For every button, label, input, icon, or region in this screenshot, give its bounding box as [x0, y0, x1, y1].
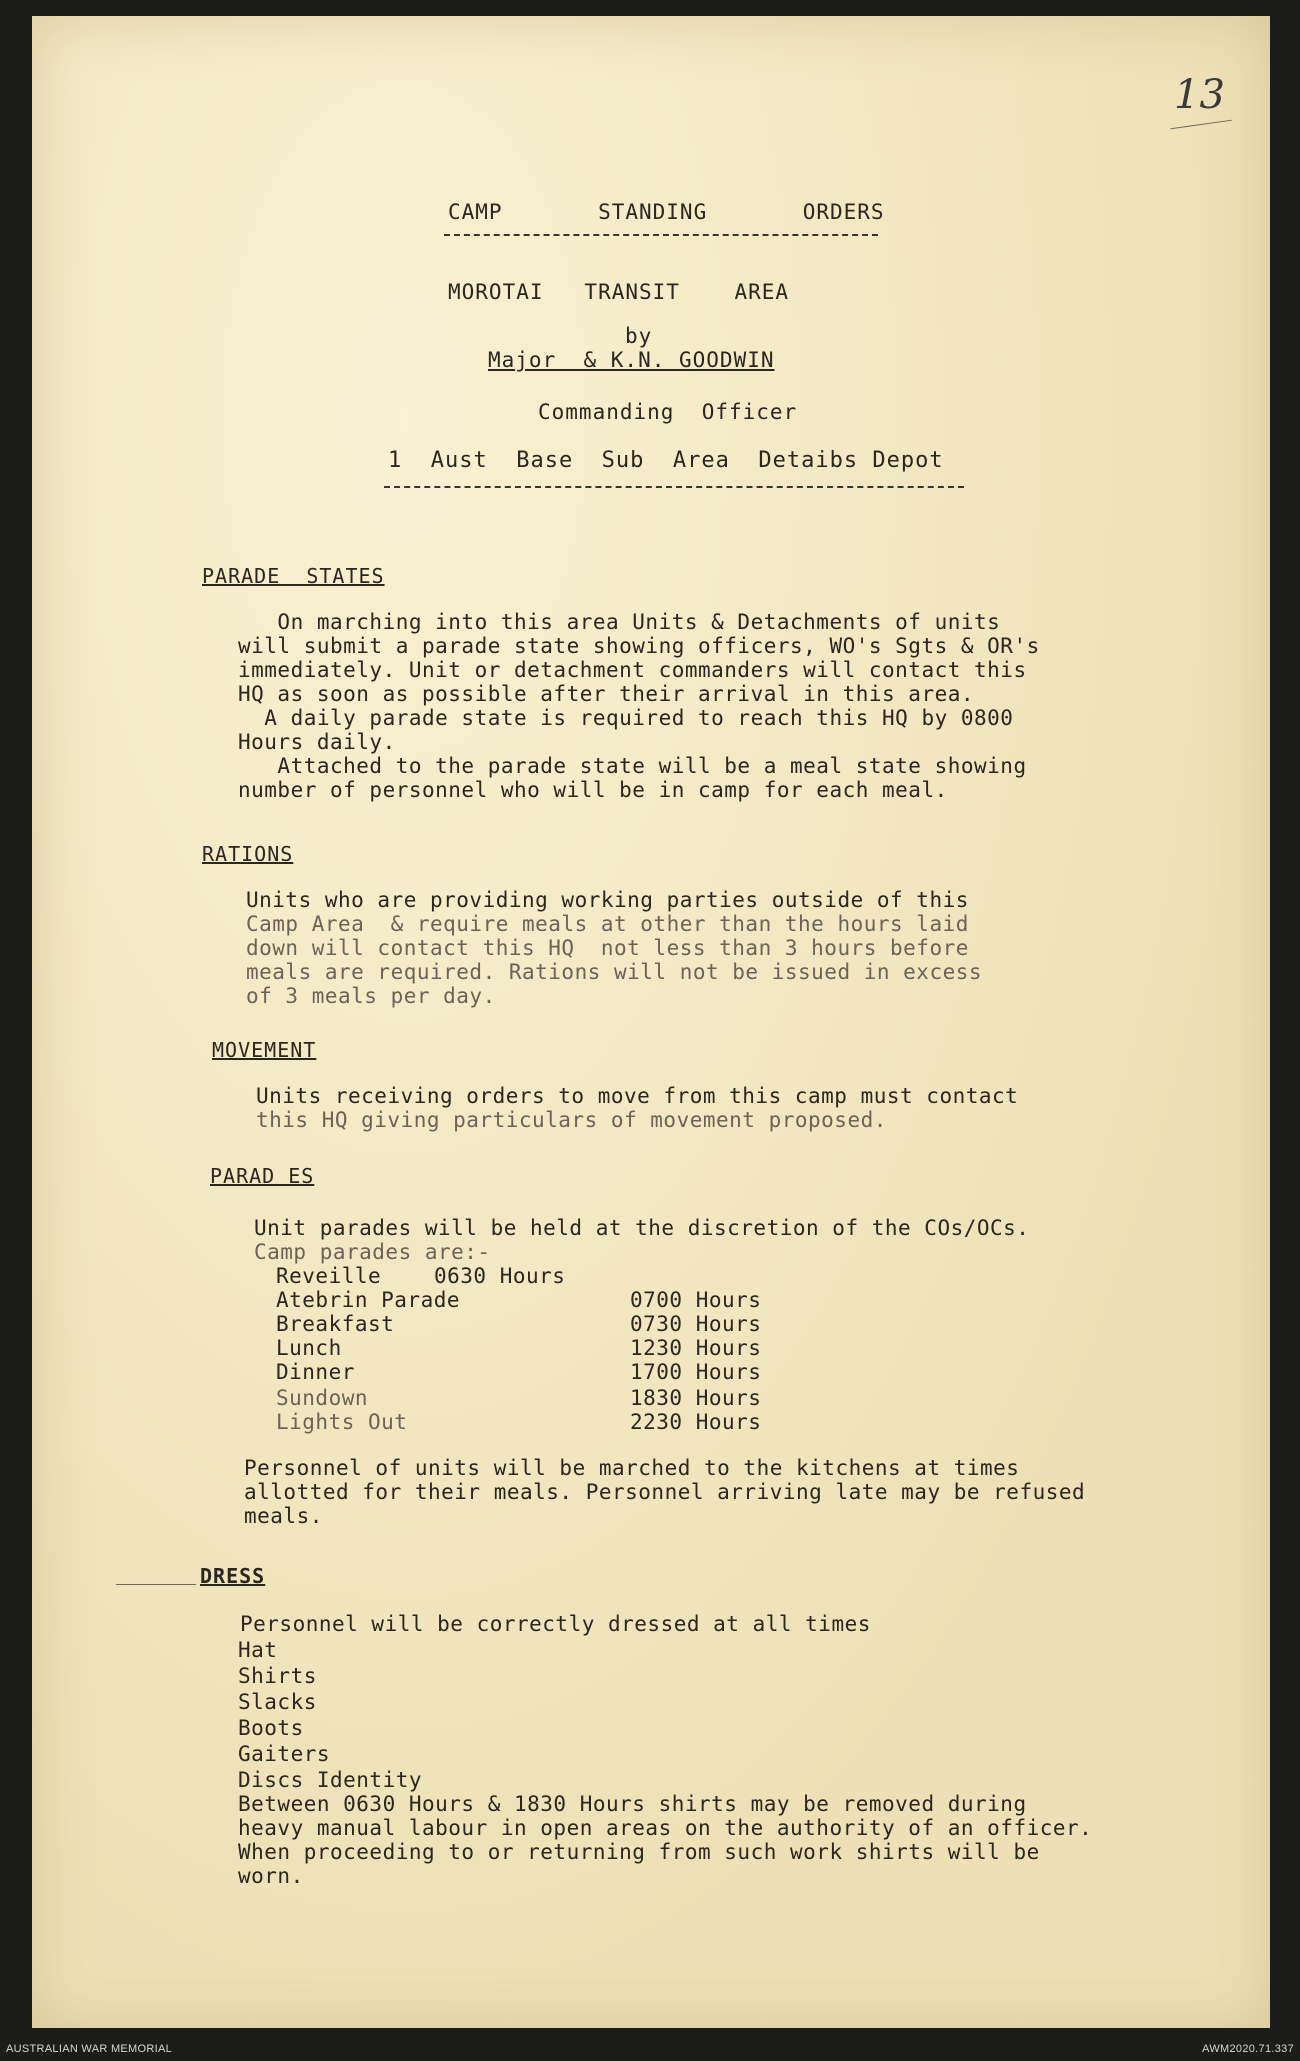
archive-reference: AWM2020.71.337	[1202, 2043, 1294, 2055]
paragraph-line: Units who are providing working parties outside of this	[246, 888, 969, 912]
unit-underline	[384, 486, 964, 488]
schedule-time: 1700 Hours	[630, 1360, 762, 1384]
author-name: Major & K.N. GOODWIN	[488, 348, 775, 372]
unit-name: 1 Aust Base Sub Area Detaibs Depot	[388, 448, 944, 473]
paragraph-line: On marching into this area Units & Detachments of units	[238, 610, 1001, 634]
paragraph-line: Personnel will be correctly dressed at all times	[240, 1612, 871, 1636]
schedule-name: Reveille	[276, 1264, 382, 1288]
dress-item: Discs Identity	[238, 1768, 423, 1792]
area-title: MOROTAI TRANSIT AREA	[448, 280, 790, 304]
schedule-time: 0630 Hours	[434, 1264, 566, 1288]
paragraph-line: heavy manual labour in open areas on the authority of an officer.	[238, 1816, 1093, 1840]
document-page	[32, 16, 1270, 2028]
paragraph-line: allotted for their meals. Personnel arriving late may be refused	[244, 1480, 1086, 1504]
dress-item: Boots	[238, 1716, 304, 1740]
paragraph-line: When proceeding to or returning from such work shirts will be	[238, 1840, 1040, 1864]
paragraph-line: Camp Area & require meals at other than the hours laid	[246, 912, 969, 936]
dress-item: Slacks	[238, 1690, 317, 1714]
dress-item: Hat	[238, 1638, 278, 1662]
schedule-time: 1230 Hours	[630, 1336, 762, 1360]
section-heading-dress: DRESS	[200, 1564, 266, 1588]
paragraph-line: HQ as soon as possible after their arrival in this area.	[238, 682, 975, 706]
section-heading-parade-states: PARADE STATES	[202, 564, 385, 588]
section-heading-parades: PARAD ES	[210, 1164, 315, 1188]
document-title: CAMP STANDING ORDERS	[448, 200, 885, 224]
dress-item: Gaiters	[238, 1742, 331, 1766]
section-heading-movement: MOVEMENT	[212, 1038, 317, 1062]
title-underline	[444, 234, 878, 236]
section-heading-rations: RATIONS	[202, 842, 294, 866]
paragraph-line: Personnel of units will be marched to the kitchens at times	[244, 1456, 1020, 1480]
schedule-name: Dinner	[276, 1360, 355, 1384]
schedule-time: 0730 Hours	[630, 1312, 762, 1336]
paragraph-line: Between 0630 Hours & 1830 Hours shirts may be removed during	[238, 1792, 1027, 1816]
schedule-time: 0700 Hours	[630, 1288, 762, 1312]
schedule-name: Lights Out	[276, 1410, 408, 1434]
schedule-time: 2230 Hours	[630, 1410, 762, 1434]
schedule-name: Atebrin Parade	[276, 1288, 461, 1312]
paragraph-line: A daily parade state is required to reach this HQ by 0800	[238, 706, 1014, 730]
by-line: by	[625, 324, 653, 348]
handwritten-page-number: 13	[1174, 72, 1225, 118]
pen-underline	[1170, 120, 1232, 130]
schedule-name: Sundown	[276, 1386, 369, 1410]
paragraph-line: Attached to the parade state will be a meal state showing	[238, 754, 1027, 778]
paragraph-line: down will contact this HQ not less than 3 hours before	[246, 936, 969, 960]
paragraph-line: of 3 meals per day.	[246, 984, 496, 1008]
paragraph-line: immediately. Unit or detachment commanders will contact this	[238, 658, 1027, 682]
archive-credit: AUSTRALIAN WAR MEMORIAL	[6, 2043, 173, 2055]
paragraph-line: Camp parades are:-	[254, 1240, 491, 1264]
paragraph-line: worn.	[238, 1864, 304, 1888]
paragraph-line: meals.	[244, 1504, 323, 1528]
schedule-time: 1830 Hours	[630, 1386, 762, 1410]
paragraph-line: Units receiving orders to move from this camp must contact	[256, 1084, 1019, 1108]
schedule-name: Breakfast	[276, 1312, 395, 1336]
author-role: Commanding Officer	[538, 400, 798, 424]
paragraph-line: Unit parades will be held at the discretion of the COs/OCs.	[254, 1216, 1030, 1240]
paragraph-line: number of personnel who will be in camp for each meal.	[238, 778, 948, 802]
paragraph-line: Hours daily.	[238, 730, 396, 754]
paragraph-line: will submit a parade state showing officers, WO's Sgts & OR's	[238, 634, 1040, 658]
paragraph-line: meals are required. Rations will not be issued in excess	[246, 960, 983, 984]
schedule-name: Lunch	[276, 1336, 342, 1360]
paragraph-line: this HQ giving particulars of movement proposed.	[256, 1108, 887, 1132]
dress-item: Shirts	[238, 1664, 317, 1688]
margin-mark	[116, 1584, 196, 1585]
